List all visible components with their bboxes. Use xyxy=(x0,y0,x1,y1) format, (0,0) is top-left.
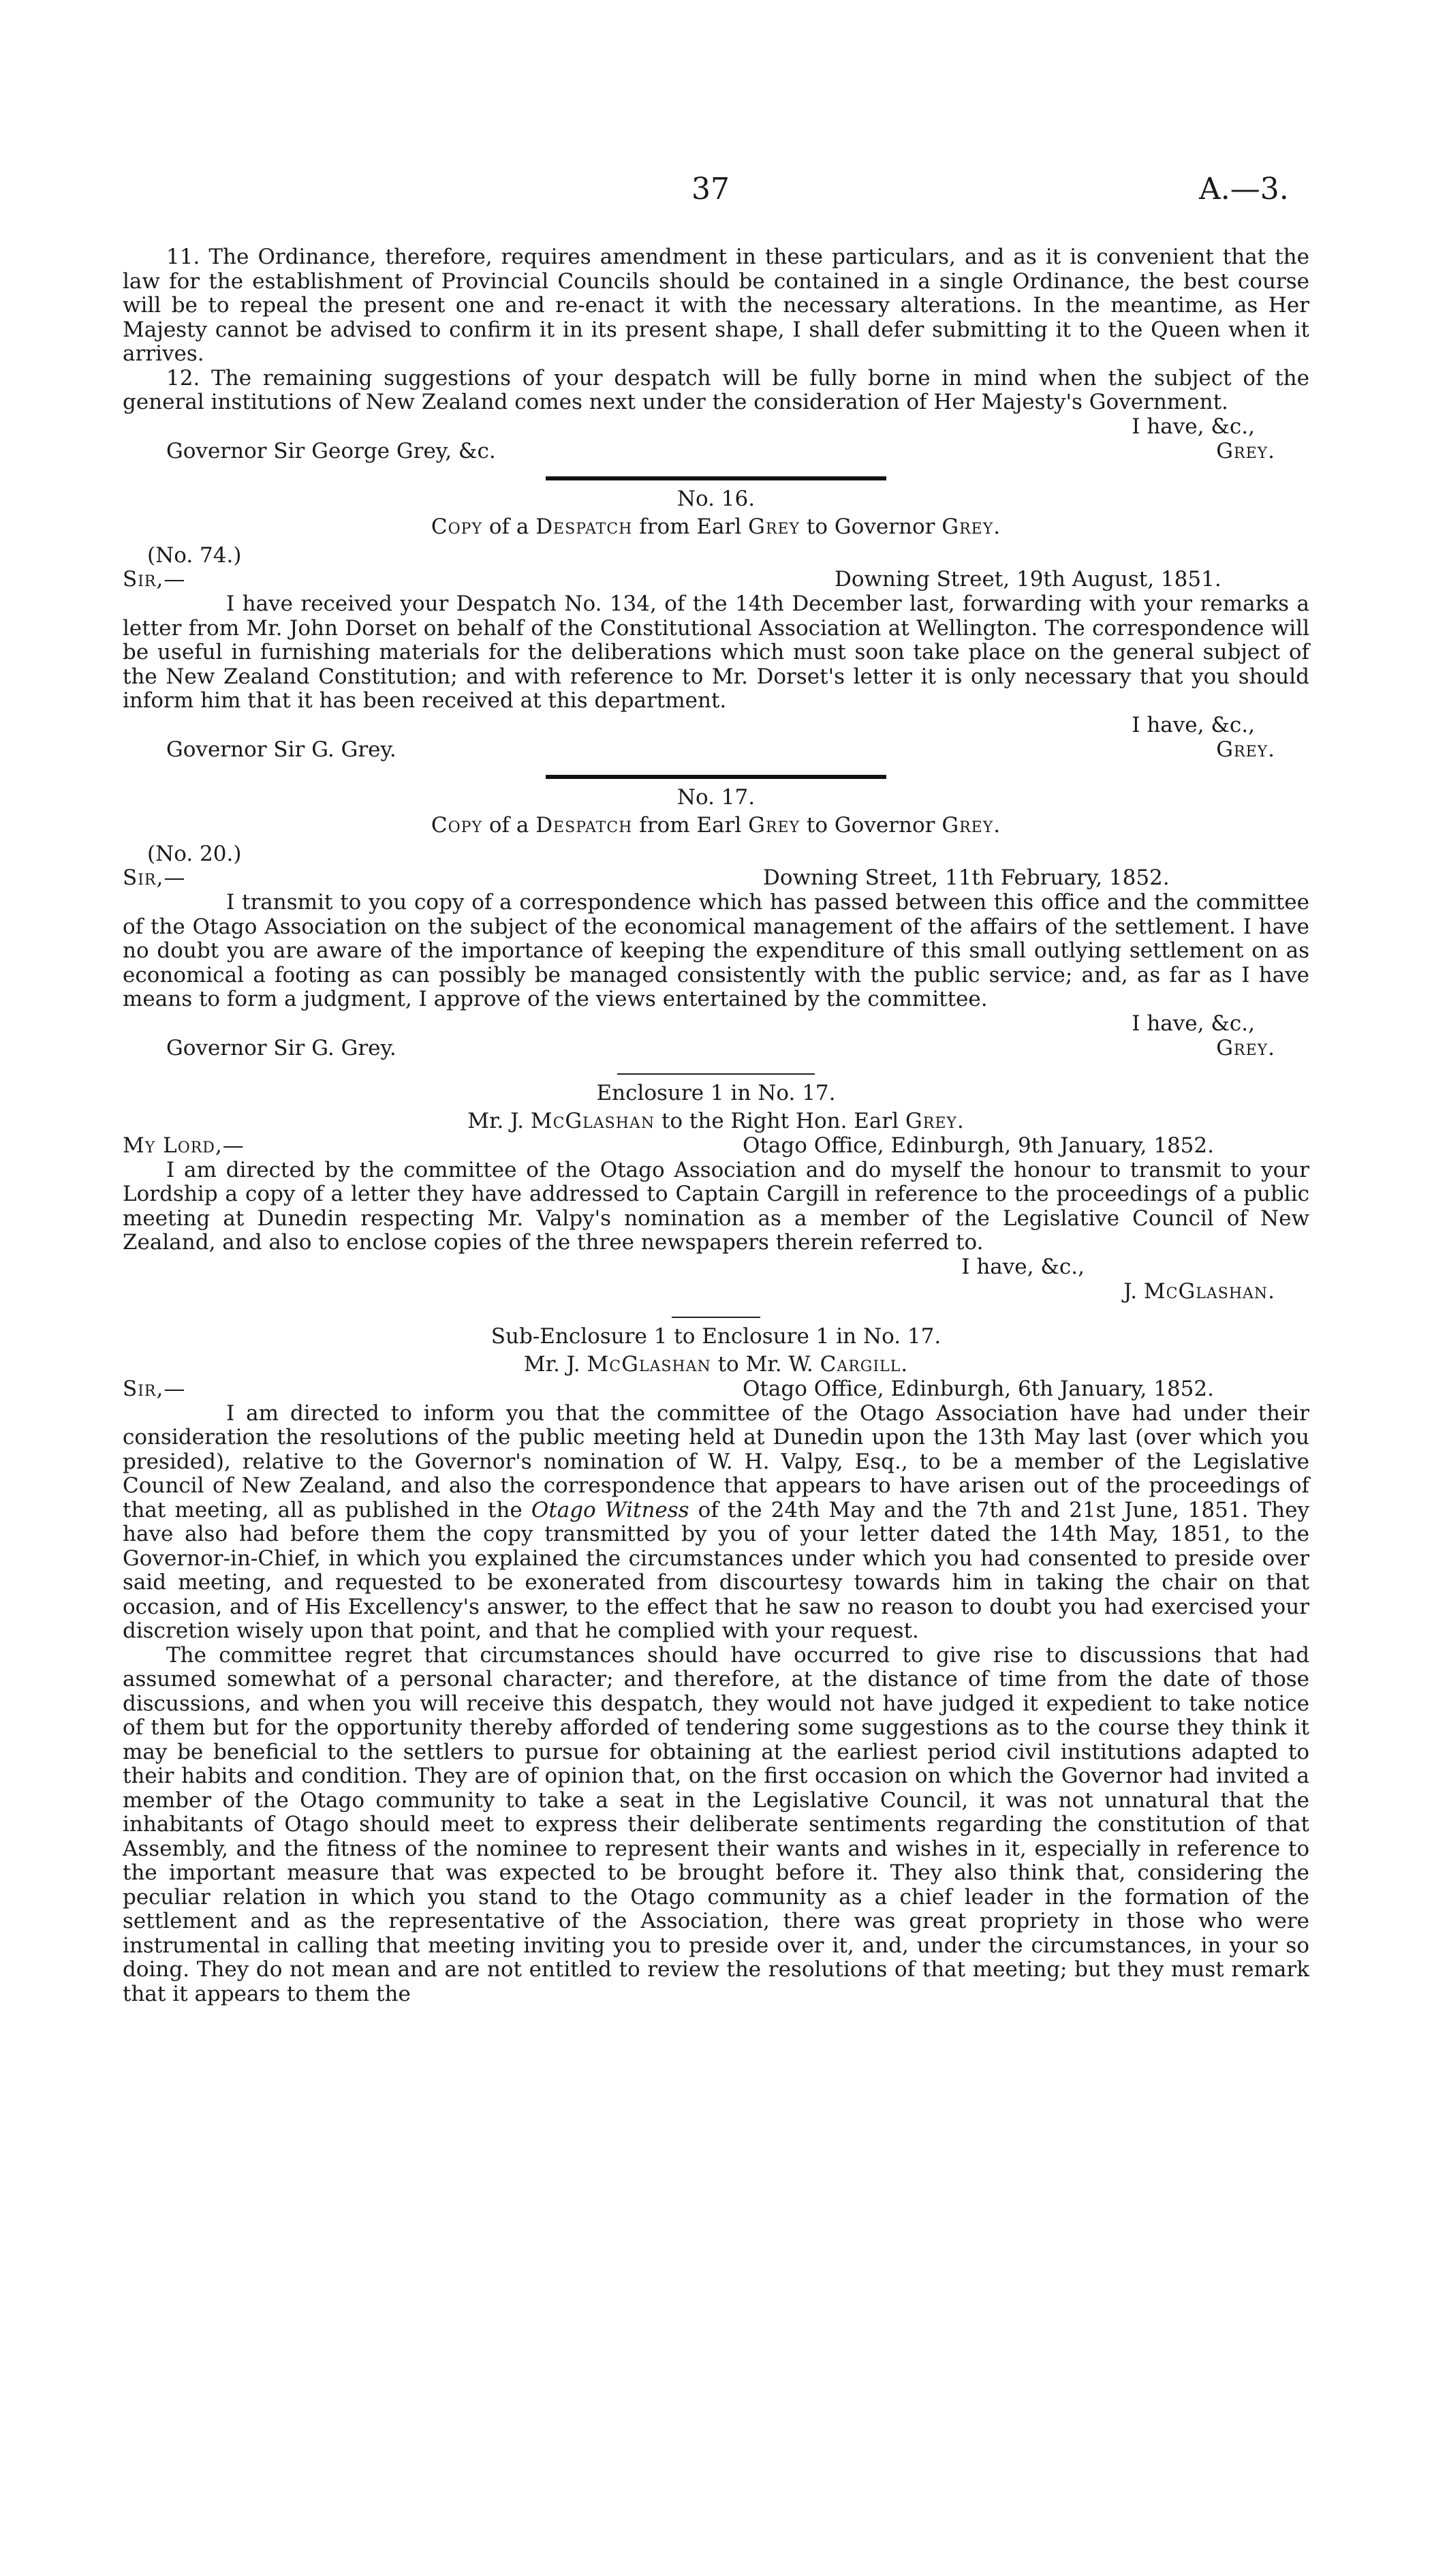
despatch-number: No. 17. xyxy=(676,784,756,810)
title-sender: McGlashan xyxy=(587,1352,711,1377)
salutation: Sir,— xyxy=(123,865,186,890)
title-recipient: Cargill. xyxy=(820,1352,909,1377)
closing-block xyxy=(123,1012,1309,1037)
despatch-reference: (No. 20.) xyxy=(147,841,242,866)
newspaper-title: Otago Witness xyxy=(531,1497,689,1522)
title-copy: Copy xyxy=(431,515,482,539)
dateline: Downing Street, 19th August, 1851. xyxy=(835,567,1221,592)
closing-block xyxy=(123,1255,1309,1280)
salutation-line xyxy=(123,568,1309,592)
signature-initial: J. xyxy=(1123,1278,1138,1304)
addressee-block xyxy=(123,440,1309,464)
closing-block xyxy=(123,415,1309,440)
document-code: A.—3. xyxy=(1199,172,1289,206)
salutation: My Lord,— xyxy=(123,1133,245,1158)
section-divider xyxy=(672,1317,760,1318)
addressee-block xyxy=(123,738,1309,763)
closing-block xyxy=(123,714,1309,738)
page-header xyxy=(0,172,1432,213)
section-divider xyxy=(546,775,886,779)
addressee: Governor Sir George Grey, &c. xyxy=(166,438,496,463)
signature: Grey. xyxy=(1216,438,1275,463)
addressee: Governor Sir G. Grey. xyxy=(166,737,396,762)
section-divider xyxy=(617,1073,815,1075)
enclosure-title xyxy=(123,1109,1309,1134)
signature-block xyxy=(123,1280,1309,1304)
title-recipient: Grey. xyxy=(905,1109,965,1133)
title-of-a: of a xyxy=(488,515,529,539)
text-column xyxy=(123,245,1309,2006)
salutation-line xyxy=(123,866,1309,891)
salutation: Sir,— xyxy=(123,1376,186,1401)
title-copy: Copy xyxy=(431,813,482,838)
title-of-a: of a xyxy=(488,813,529,838)
subenclosure-title xyxy=(123,1353,1309,1377)
title-recipient: Grey. xyxy=(941,515,1001,539)
signature: Grey. xyxy=(1216,1035,1275,1060)
title-mr: Mr. J. xyxy=(467,1109,524,1133)
paragraph-text-a: I am directed to inform you that the committee of the Otago Association have had under their consideration the resolutions of the public meeting held at Dunedin upon the 13th May last (over which you presided), relative to the Governor's nomination of W. H. Valpy, Esq., to be a member of the Legislative Council of New Zealand, and also the correspondence that appears to have arisen out of the proceedings of that meeting, all as published in the xyxy=(123,1400,1309,1522)
enclosure-body: I am directed by the committee of the Otago Association and do myself the honour to transmit to your Lordship a copy of a letter they have addressed to Captain Cargill in reference to the proceedings of a public meeting at Dunedin respecting Mr. Valpy's nomination as a member of the Legislative Council of New Zealand, and also to enclose copies of the three newspapers therein referred to. xyxy=(123,1157,1309,1255)
signature xyxy=(1123,1280,1275,1304)
salutation: Sir,— xyxy=(123,567,186,592)
title-to: to Governor xyxy=(806,813,935,838)
title-to: to Mr. W. xyxy=(717,1352,813,1377)
title-from: from Earl xyxy=(639,515,742,539)
title-despatch: Despatch xyxy=(535,515,633,539)
despatch-body: I have received your Despatch No. 134, of the 14th December last, forwarding with your remarks a letter from Mr. John Dorset on behalf of the Constitutional Association at Wellington. The correspondence will be useful in furnishing materials for the deliberations which must soon take place on the general subject of the New Zealand Constitution; and with reference to Mr. Dorset's letter it is only necessary that you should inform him that it has been received at this department. xyxy=(123,592,1309,713)
title-mr: Mr. J. xyxy=(523,1352,580,1377)
closing-formula: I have, &c., xyxy=(1132,712,1255,737)
title-despatch: Despatch xyxy=(535,813,633,838)
addressee: Governor Sir G. Grey. xyxy=(166,1035,396,1060)
salutation-line xyxy=(123,1377,1309,1402)
salutation-line xyxy=(123,1134,1309,1159)
closing-formula: I have, &c., xyxy=(961,1254,1085,1279)
paragraph-12: 12. The remaining suggestions of your despatch will be fully borne in mind when the subject of the general institutions of New Zealand comes next under the consideration of Her Majesty's Government. xyxy=(123,365,1309,414)
signature-name: McGlashan. xyxy=(1143,1278,1275,1304)
title-from: from Earl xyxy=(639,813,742,838)
subenclosure-heading: Sub-Enclosure 1 to Enclosure 1 in No. 17. xyxy=(491,1323,941,1349)
paragraph-text-b: of the 24th May and the 7th and 21st June, 1851. They have also had before them the copy transmitted by you of your letter dated the 14th May, 1851, to the Governor-in-Chief, in which you explained the circumstances under which you had consented to preside over said meeting, and requested to be exonerated from discourtesy towards him in taking the chair on that occasion, and of His Excellency's answer, to the effect that he saw no reason to doubt you had exercised your discretion wisely upon that point, and that he complied with your request. xyxy=(123,1497,1309,1643)
dateline: Otago Office, Edinburgh, 9th January, 1852. xyxy=(743,1133,1214,1158)
despatch-body: I transmit to you copy of a correspondence which has passed between this office and the committee of the Otago Association on the subject of the economical management of the affairs of the settlement. I have no doubt you are aware of the importance of keeping the expenditure of this small outlying settlement on as economical a footing as can possibly be managed consistently with the public service; and, as far as I have means to form a judgment, I approve of the views entertained by the committee. xyxy=(123,890,1309,1011)
title-sender: McGlashan xyxy=(530,1109,655,1133)
title-recipient: Grey. xyxy=(941,813,1001,838)
title-to: to Governor xyxy=(806,515,935,539)
section-divider xyxy=(546,476,886,480)
despatch-number: No. 16. xyxy=(676,486,756,511)
despatch-title xyxy=(123,814,1309,838)
closing-formula: I have, &c., xyxy=(1132,1011,1255,1036)
closing-formula: I have, &c., xyxy=(1132,414,1255,439)
dateline: Otago Office, Edinburgh, 6th January, 1852. xyxy=(743,1376,1214,1401)
title-sender: Grey xyxy=(748,515,800,539)
letter-paragraph-2: The committee regret that circumstances should have occurred to give rise to discussions that had assumed somewhat of a personal character; and therefore, at the distance of time from the date of those discussions, and when you will receive this despatch, they would not have judged it expedient to take notice of them but for the opportunity thereby afforded of tendering some suggestions as to the course they think it may be beneficial to the settlers to pursue for obtaining at the earliest period civil institutions adapted to their habits and condition. They are of opinion that, on the first occasion on which the Governor had invited a member of the Otago community to take a seat in the Legislative Council, it was not unnatural that the inhabitants of Otago should meet to express their deliberate sentiments regarding the constitution of that Assembly, and the fitness of the nominee to represent their wants and wishes in it, especially in reference to the important measure that was expected to be brought before it. They also think that, considering the peculiar relation in which you stand to the Otago community as a chief leader in the formation of the settlement and as the representative of the Association, there was great propriety in those who were instrumental in calling that meeting inviting you to preside over it, and, under the circumstances, in your so doing. They do not mean and are not entitled to review the resolutions of that meeting; but they must remark that it appears to them the xyxy=(123,1642,1309,2006)
addressee-block xyxy=(123,1037,1309,1061)
dateline: Downing Street, 11th February, 1852. xyxy=(763,865,1170,890)
title-to: to the Right Hon. Earl xyxy=(661,1109,899,1133)
paragraph-11: 11. The Ordinance, therefore, requires amendment in these particulars, and as it is convenient that the law for the establishment of Provincial Councils should be contained in a single Ordinance, the best course will be to repeal the present one and re-enact it with the necessary alterations. In the meantime, as Her Majesty cannot be advised to confirm it in its present shape, I shall defer submitting it to the Queen when it arrives. xyxy=(123,245,1309,366)
despatch-title xyxy=(123,515,1309,540)
title-sender: Grey xyxy=(748,813,800,838)
signature: Grey. xyxy=(1216,737,1275,762)
page-number: 37 xyxy=(691,172,730,206)
enclosure-heading: Enclosure 1 in No. 17. xyxy=(596,1080,836,1105)
letter-paragraph-1 xyxy=(123,1402,1309,1644)
despatch-reference: (No. 74.) xyxy=(147,542,242,568)
